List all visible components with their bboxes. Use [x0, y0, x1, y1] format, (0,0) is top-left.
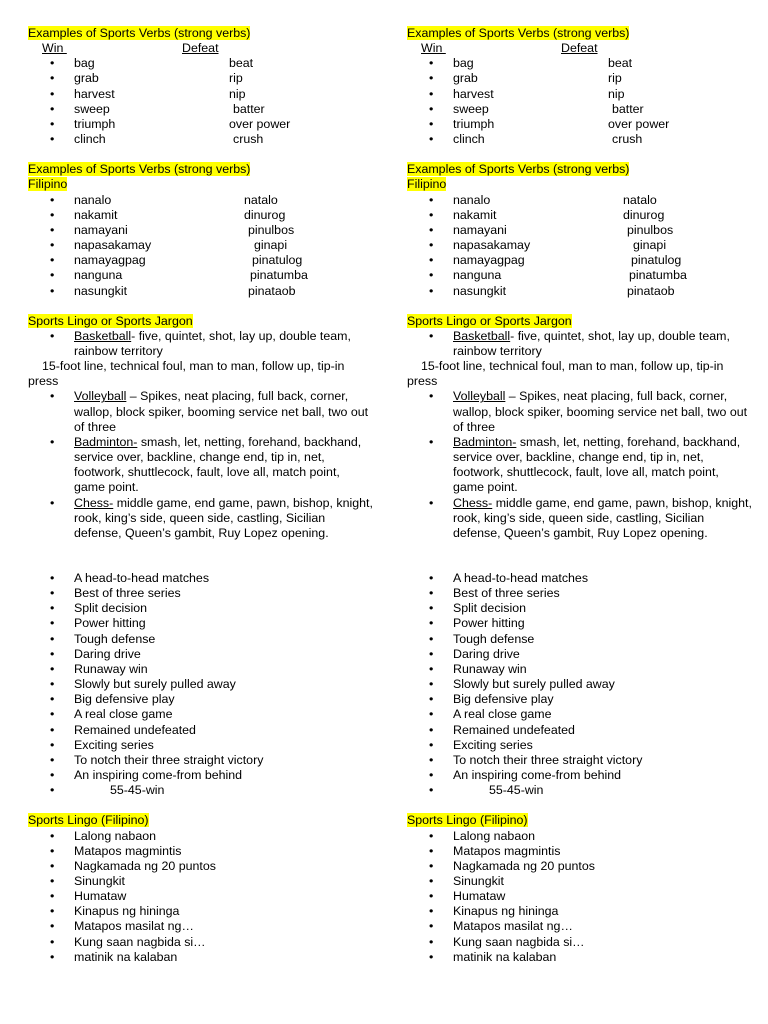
jargon-section: [407, 314, 752, 541]
defeat-verb: crush: [233, 132, 264, 147]
win-header: Win: [421, 41, 446, 56]
filipino-verbs-section: [407, 162, 752, 298]
english-verb-list: [28, 56, 373, 147]
phrase-item: • Split decision: [407, 601, 752, 616]
sport-term: Volleyball: [74, 389, 127, 404]
win-verb: • nanalo: [453, 192, 491, 207]
lingo-item: • matinik na kalaban: [28, 950, 373, 965]
filipino-verb-list: [407, 193, 752, 299]
filipino-lingo-list: [28, 829, 373, 965]
section-subheading: Filipino: [407, 177, 447, 192]
phrase-list: [28, 571, 373, 798]
lingo-item: • Nagkamada ng 20 puntos: [407, 859, 752, 874]
sport-terms-text: middle game, end game, pawn, bishop, knight, rook, king’s side, queen side, castling, Sicilian defense, Queen’s gambit, Ruy Lopez opening.: [453, 495, 752, 540]
verb-row: [28, 284, 373, 299]
defeat-header: Defeat: [182, 41, 219, 56]
phrase-item: • Exciting series: [28, 738, 373, 753]
verb-row: [28, 238, 373, 253]
lingo-item: • Matapos masilat ng…: [28, 919, 373, 934]
defeat-verb: crush: [612, 132, 643, 147]
defeat-verb: over power: [229, 116, 291, 131]
verb-row: [407, 208, 752, 223]
verb-row: [28, 193, 373, 208]
win-verb: • nasungkit: [74, 283, 128, 298]
sport-term: Badminton-: [453, 434, 517, 449]
phrase-item: • Power hitting: [407, 616, 752, 631]
verb-row: [28, 71, 373, 86]
defeat-verb: pinatumba: [629, 268, 687, 283]
phrase-item: • Remained undefeated: [28, 723, 373, 738]
phrase-item: • Best of three series: [28, 586, 373, 601]
defeat-verb: rip: [608, 71, 622, 86]
verb-row: [407, 284, 752, 299]
sport-terms-text: smash, let, netting, forehand, backhand, service over, backline, change end, tip in, net, footwork, shuttlecock, fault, love all, match point, game point.: [453, 434, 741, 495]
english-verbs-section: [407, 26, 752, 147]
win-verb: • clinch: [453, 132, 485, 147]
verb-row: [28, 117, 373, 132]
phrase-item: • Remained undefeated: [407, 723, 752, 738]
phrase-item: • To notch their three straight victory: [28, 753, 373, 768]
win-verb: • grab: [453, 71, 478, 86]
defeat-verb: beat: [229, 56, 254, 71]
phrase-item: • Power hitting: [28, 616, 373, 631]
phrase-item: • Slowly but surely pulled away: [407, 677, 752, 692]
verb-row: [407, 268, 752, 283]
defeat-verb: over power: [608, 116, 670, 131]
sport-term: Chess-: [453, 495, 493, 510]
defeat-verb: natalo: [244, 192, 278, 207]
verb-row: [407, 117, 752, 132]
jargon-section: [28, 314, 373, 541]
defeat-verb: pinatumba: [250, 268, 308, 283]
sport-term: Chess-: [74, 495, 114, 510]
phrase-item: • To notch their three straight victory: [407, 753, 752, 768]
verb-row: [407, 56, 752, 71]
phrase-item: • Split decision: [28, 601, 373, 616]
jargon-item-chess: [407, 496, 752, 541]
sport-terms-text: middle game, end game, pawn, bishop, knight, rook, king’s side, queen side, castling, Sicilian defense, Queen’s gambit, Ruy Lopez opening.: [74, 495, 373, 540]
lingo-item: • Humataw: [407, 889, 752, 904]
lingo-item: • matinik na kalaban: [407, 950, 752, 965]
filipino-lingo-section: [407, 813, 752, 965]
lingo-item: • Matapos magmintis: [28, 844, 373, 859]
section-subheading: Filipino: [28, 177, 68, 192]
phrase-item: • 55-45-win: [407, 783, 752, 798]
defeat-verb: dinurog: [623, 207, 665, 222]
section-heading: Sports Lingo or Sports Jargon: [28, 313, 193, 328]
verb-row: [407, 102, 752, 117]
defeat-verb: batter: [233, 101, 265, 116]
defeat-verb: pinulbos: [627, 222, 674, 237]
sport-terms-text: – Spikes, neat placing, full back, corner, wallop, block spiker, booming service net ball, two out of three: [453, 389, 748, 434]
defeat-verb: pinatulog: [631, 253, 682, 268]
win-verb: • clinch: [74, 132, 106, 147]
win-verb: • namayani: [453, 222, 507, 237]
section-heading: Examples of Sports Verbs (strong verbs): [407, 162, 630, 177]
defeat-verb: beat: [608, 56, 633, 71]
section-heading: Sports Lingo (Filipino): [28, 813, 149, 828]
win-verb: • namayani: [74, 222, 128, 237]
defeat-verb: ginapi: [633, 238, 667, 253]
lingo-item: • Lalong nabaon: [28, 829, 373, 844]
phrase-item: • Exciting series: [407, 738, 752, 753]
lingo-item: • Sinungkit: [407, 874, 752, 889]
phrase-item: • Daring drive: [407, 647, 752, 662]
defeat-verb: ginapi: [254, 238, 288, 253]
basketball-continuation: 15-foot line, technical foul, man to man, follow up, tip-in press: [407, 359, 724, 389]
phrase-item: • Tough defense: [28, 632, 373, 647]
verb-row: [407, 253, 752, 268]
verb-column-headers: [28, 41, 373, 56]
win-verb: • bag: [453, 56, 474, 71]
win-verb: • harvest: [74, 86, 115, 101]
win-verb: • sweep: [74, 101, 110, 116]
win-verb: • napasakamay: [453, 238, 531, 253]
win-verb: • napasakamay: [74, 238, 152, 253]
filipino-verb-list: [28, 193, 373, 299]
phrase-item: • An inspiring come-from behind: [407, 768, 752, 783]
sport-term: Basketball: [453, 328, 511, 343]
verb-row: [28, 253, 373, 268]
phrase-item: • A head-to-head matches: [407, 571, 752, 586]
win-verb: • namayagpag: [453, 253, 525, 268]
right-column: [407, 26, 752, 965]
lingo-item: • Matapos magmintis: [407, 844, 752, 859]
win-verb: • triumph: [453, 116, 495, 131]
section-heading: Sports Lingo or Sports Jargon: [407, 313, 572, 328]
lingo-item: • Lalong nabaon: [407, 829, 752, 844]
phrase-item: • A real close game: [407, 707, 752, 722]
filipino-lingo-list: [407, 829, 752, 965]
filipino-lingo-section: [28, 813, 373, 965]
defeat-verb: pinataob: [248, 283, 296, 298]
sport-terms-text: - five, quintet, shot, lay up, double team, rainbow territory: [74, 328, 351, 358]
jargon-item-chess: [28, 496, 373, 541]
defeat-verb: pinataob: [627, 283, 675, 298]
defeat-verb: batter: [612, 101, 644, 116]
verb-row: [28, 102, 373, 117]
lingo-item: • Nagkamada ng 20 puntos: [28, 859, 373, 874]
verb-row: [28, 56, 373, 71]
win-verb: • nanalo: [74, 192, 112, 207]
left-column: [28, 26, 373, 965]
sport-terms-text: smash, let, netting, forehand, backhand, service over, backline, change end, tip in, net, footwork, shuttlecock, fault, love all, match point, game point.: [74, 434, 362, 495]
verb-row: [28, 208, 373, 223]
win-verb: • bag: [74, 56, 95, 71]
lingo-item: • Kinapus ng hininga: [28, 904, 373, 919]
jargon-item-badminton: [407, 435, 752, 496]
section-heading: Examples of Sports Verbs (strong verbs): [407, 26, 630, 40]
lingo-item: • Kung saan nagbida si…: [407, 935, 752, 950]
phrase-item: • A head-to-head matches: [28, 571, 373, 586]
jargon-list-cont: [28, 389, 373, 541]
verb-row: [28, 87, 373, 102]
jargon-list: [407, 329, 752, 359]
win-verb: • triumph: [74, 116, 116, 131]
win-verb: • nasungkit: [453, 283, 507, 298]
defeat-header: Defeat: [561, 41, 598, 56]
verb-row: [407, 193, 752, 208]
verb-row: [28, 268, 373, 283]
section-heading: Examples of Sports Verbs (strong verbs): [28, 26, 251, 40]
lingo-item: • Matapos masilat ng…: [407, 919, 752, 934]
lingo-item: • Humataw: [28, 889, 373, 904]
win-verb: • nakamit: [453, 207, 497, 222]
sport-terms-text: - five, quintet, shot, lay up, double team, rainbow territory: [453, 328, 730, 358]
sport-term: Badminton-: [74, 434, 138, 449]
jargon-item-volleyball: [28, 389, 373, 434]
win-verb: • nanguna: [453, 268, 502, 283]
win-verb: • nakamit: [74, 207, 118, 222]
defeat-verb: dinurog: [244, 207, 286, 222]
win-verb: • grab: [74, 71, 99, 86]
phrase-item: • Best of three series: [407, 586, 752, 601]
jargon-item-badminton: [28, 435, 373, 496]
defeat-verb: pinulbos: [248, 222, 295, 237]
sport-terms-text: – Spikes, neat placing, full back, corner, wallop, block spiker, booming service net ball, two out of three: [74, 389, 369, 434]
lingo-item: • Kung saan nagbida si…: [28, 935, 373, 950]
basketball-continuation: 15-foot line, technical foul, man to man, follow up, tip-in press: [28, 359, 345, 389]
jargon-item-basketball: [407, 329, 752, 359]
win-verb: • namayagpag: [74, 253, 146, 268]
jargon-list-cont: [407, 389, 752, 541]
jargon-item-basketball: [28, 329, 373, 359]
verb-column-headers: [407, 41, 752, 56]
verb-row: [407, 223, 752, 238]
jargon-list: [28, 329, 373, 359]
verb-row: [28, 132, 373, 147]
english-verbs-section: [28, 26, 373, 147]
phrase-item: • Daring drive: [28, 647, 373, 662]
verb-row: [407, 71, 752, 86]
win-verb: • nanguna: [74, 268, 123, 283]
phrase-item: • 55-45-win: [28, 783, 373, 798]
phrase-item: • Big defensive play: [407, 692, 752, 707]
phrase-item: • Big defensive play: [28, 692, 373, 707]
defeat-verb: nip: [229, 86, 246, 101]
phrase-item: • Slowly but surely pulled away: [28, 677, 373, 692]
phrase-list: [407, 571, 752, 798]
filipino-verbs-section: [28, 162, 373, 298]
defeat-verb: rip: [229, 71, 243, 86]
win-verb: • sweep: [453, 101, 489, 116]
defeat-verb: pinatulog: [252, 253, 303, 268]
verb-row: [407, 87, 752, 102]
phrase-item: • Tough defense: [407, 632, 752, 647]
english-verb-list: [407, 56, 752, 147]
jargon-item-volleyball: [407, 389, 752, 434]
section-heading: Sports Lingo (Filipino): [407, 813, 528, 828]
phrase-item: • An inspiring come-from behind: [28, 768, 373, 783]
phrase-item: • Runaway win: [407, 662, 752, 677]
phrase-item: • Runaway win: [28, 662, 373, 677]
sport-term: Volleyball: [453, 389, 506, 404]
verb-row: [407, 132, 752, 147]
verb-row: [407, 238, 752, 253]
phrase-item: • A real close game: [28, 707, 373, 722]
verb-row: [28, 223, 373, 238]
section-heading: Examples of Sports Verbs (strong verbs): [28, 162, 251, 177]
win-verb: • harvest: [453, 86, 494, 101]
lingo-item: • Kinapus ng hininga: [407, 904, 752, 919]
lingo-item: • Sinungkit: [28, 874, 373, 889]
defeat-verb: nip: [608, 86, 625, 101]
win-header: Win: [42, 41, 67, 56]
sport-term: Basketball: [74, 328, 132, 343]
defeat-verb: natalo: [623, 192, 657, 207]
